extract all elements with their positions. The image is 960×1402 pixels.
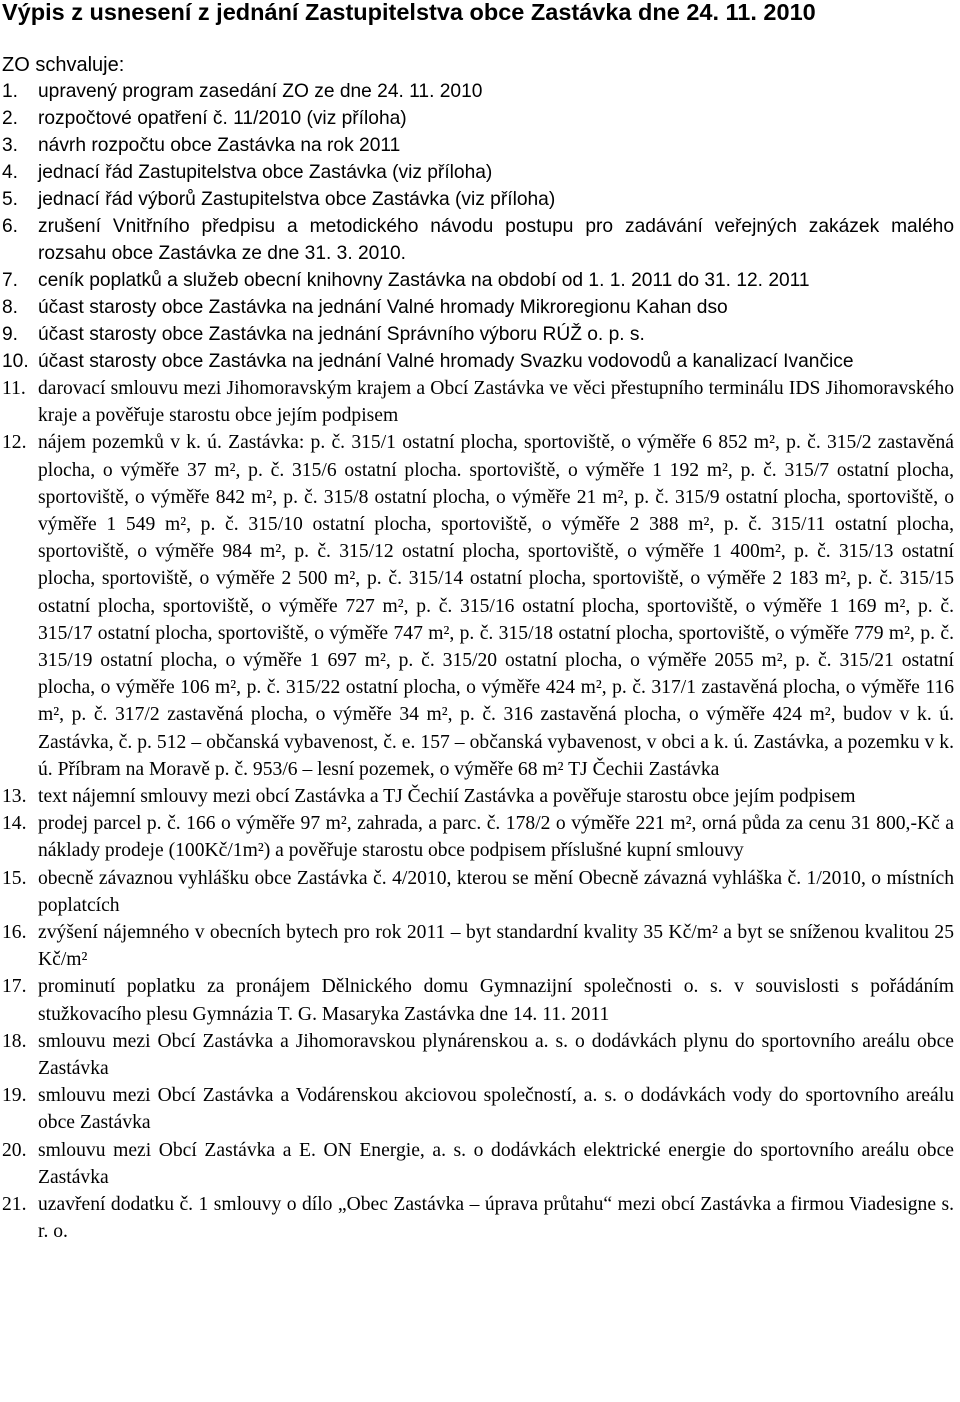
item-text: účast starosty obce Zastávka na jednání Valné hromady Svazku vodovodů a kanalizací Ivančice (38, 351, 854, 372)
item-number: 14. (2, 813, 27, 835)
item-number: 7. (2, 270, 19, 291)
item-text: účast starosty obce Zastávka na jednání Valné hromady Mikroregionu Kahan dso (38, 297, 728, 318)
item-number: 17. (2, 976, 27, 998)
document-title: Výpis z usnesení z jednání Zastupitelstva obce Zastávka dne 24. 11. 2010 (2, 0, 816, 25)
item-text: ceník poplatků a služeb obecní knihovny Zastávka na období od 1. 1. 2011 do 31. 12. 2011 (38, 270, 810, 291)
list-item (2, 348, 954, 375)
item-number: 12. (2, 432, 27, 454)
list-item (2, 783, 954, 810)
list-item (2, 159, 954, 186)
item-text: zvýšení nájemného v obecních bytech pro rok 2011 – byt standardní kvality 35 Kč/m² a byt se sníženou kvalitou 25 Kč/m² (38, 922, 954, 971)
list-item (2, 375, 954, 429)
item-text: text nájemní smlouvy mezi obcí Zastávka a TJ Čechií Zastávka a pověřuje starostu obce jejím podpisem (38, 786, 856, 808)
item-text: darovací smlouvu mezi Jihomoravským krajem a Obcí Zastávka ve věci přestupního terminálu IDS Jihomoravského kraje a pověřuje starostu obce jejím podpisem (38, 378, 954, 427)
list-item (2, 186, 954, 213)
item-number: 1. (2, 81, 19, 102)
item-number: 16. (2, 922, 27, 944)
list-item (2, 1137, 954, 1191)
item-text: nájem pozemků v k. ú. Zastávka: p. č. 315/1 ostatní plocha, sportoviště, o výměře 6 852 m², p. č. 315/2 zastavěná plocha, o výměře 37 m², p. č. 315/6 ostatní plocha. sportoviště, o výměře 1 192 m², p. č. 315/7 ostatní plocha, sportoviště, o výměře 842 m², p. č. 315/8 ostatní plocha, o výměře 21 m², p. č. 315/9 ostatní plocha, sportoviště, o výměře 1 549 m², p. č. 315/10 ostatní plocha, sportoviště, o výměře 2 388 m², p. č. 315/11 ostatní plocha, sportoviště, o výměře 984 m², p. č. 315/12 ostatní plocha, sportoviště, o výměře 1 400m², p. č. 315/13 ostatní plocha, sportoviště, o výměře 2 500 m², p. č. 315/14 ostatní plocha, sportoviště, o výměře 2 183 m², p. č. 315/15 ostatní plocha, sportoviště, o výměře 727 m², p. č. 315/16 ostatní plocha, sportoviště, o výměře 1 169 m², p. č. 315/17 ostatní plocha, sportoviště, o výměře 747 m², p. č. 315/18 ostatní plocha, sportoviště, o výměře 779 m², p. č. 315/19 ostatní plocha, o výměře 1 697 m², p. č. 315/20 ostatní plocha, o výměře 2055 m², p. č. 315/21 ostatní plocha, o výměře 106 m², p. č. 315/22 ostatní plocha, o výměře 424 m², p. č. 317/1 zastavěná plocha, o výměře 116 m², p. č. 317/2 zastavěná plocha, o výměře 34 m², p. č. 316 zastavěná plocha, o výměře 424 m², budov v k. ú. Zastávka, č. p. 512 – občanská vybavenost, č. e. 157 – občanská vybavenost, v obci a k. ú. Zastávka, a pozemku v k. ú. Příbram na Moravě p. č. 953/6 – lesní pozemek, o výměře 68 m² TJ Čechii Zastávka (38, 432, 954, 780)
list-item (2, 919, 954, 973)
item-text: jednací řád Zastupitelstva obce Zastávka (viz příloha) (38, 162, 493, 183)
item-text: prominutí poplatku za pronájem Dělnického domu Gymnazijní společnosti o. s. v souvislosti s pořádáním stužkovacího plesu Gymnázia T. G. Masaryka Zastávka dne 14. 11. 2011 (38, 976, 954, 1025)
list-item (2, 132, 954, 159)
item-text: obecně závaznou vyhlášku obce Zastávka č. 4/2010, kterou se mění Obecně závazná vyhláška č. 1/2010, o místních poplatcích (38, 867, 954, 916)
item-number: 20. (2, 1139, 27, 1161)
list-item (2, 294, 954, 321)
list-item (2, 105, 954, 132)
list-item (2, 1082, 954, 1136)
resolution-list (2, 78, 954, 1246)
list-item (2, 321, 954, 348)
list-item (2, 213, 954, 267)
list-item (2, 1191, 954, 1245)
item-number: 6. (2, 216, 19, 237)
item-text: prodej parcel p. č. 166 o výměře 97 m², zahrada, a parc. č. 178/2 o výměře 221 m², orná půda za cenu 31 800,-Kč a náklady prodeje (100Kč/1m²) a pověřuje starostu obce podpisem příslušné kupní smlouvy (38, 813, 954, 862)
item-text: smlouvu mezi Obcí Zastávka a E. ON Energie, a. s. o dodávkách elektrické energie do sportovního areálu obce Zastávka (38, 1139, 954, 1188)
item-text: účast starosty obce Zastávka na jednání Správního výboru RÚŽ o. p. s. (38, 324, 645, 345)
item-text: rozpočtové opatření č. 11/2010 (viz příloha) (38, 108, 407, 129)
list-item (2, 865, 954, 919)
item-number: 21. (2, 1194, 27, 1216)
section-heading: ZO schvaluje: (2, 54, 125, 76)
item-text: smlouvu mezi Obcí Zastávka a Vodárenskou akciovou společností, a. s. o dodávkách vody do sportovního areálu obce Zastávka (38, 1085, 954, 1134)
item-text: zrušení Vnitřního předpisu a metodického návodu postupu pro zadávání veřejných zakázek malého rozsahu obce Zastávka ze dne 31. 3. 2010. (38, 216, 954, 264)
list-item (2, 267, 954, 294)
item-number: 15. (2, 867, 27, 889)
item-number: 8. (2, 297, 19, 318)
item-number: 13. (2, 786, 27, 808)
item-text: uzavření dodatku č. 1 smlouvy o dílo „Obec Zastávka – úprava průtahu“ mezi obcí Zastávka a firmou Viadesigne s. r. o. (38, 1194, 954, 1243)
item-number: 18. (2, 1030, 27, 1052)
item-text: upravený program zasedání ZO ze dne 24. 11. 2010 (38, 81, 483, 102)
list-item (2, 810, 954, 864)
item-text: smlouvu mezi Obcí Zastávka a Jihomoravskou plynárenskou a. s. o dodávkách plynu do sportovního areálu obce Zastávka (38, 1030, 954, 1080)
item-number: 3. (2, 135, 19, 156)
list-item (2, 429, 954, 783)
list-item (2, 1028, 954, 1082)
item-number: 9. (2, 324, 19, 345)
item-number: 10. (2, 351, 29, 372)
item-number: 2. (2, 108, 19, 129)
item-number: 5. (2, 189, 19, 210)
item-number: 4. (2, 162, 19, 183)
item-text: jednací řád výborů Zastupitelstva obce Zastávka (viz příloha) (38, 189, 556, 210)
item-number: 11. (2, 378, 26, 399)
item-text: návrh rozpočtu obce Zastávka na rok 2011 (38, 135, 401, 156)
item-number: 19. (2, 1085, 27, 1107)
list-item (2, 973, 954, 1027)
list-item (2, 78, 954, 105)
